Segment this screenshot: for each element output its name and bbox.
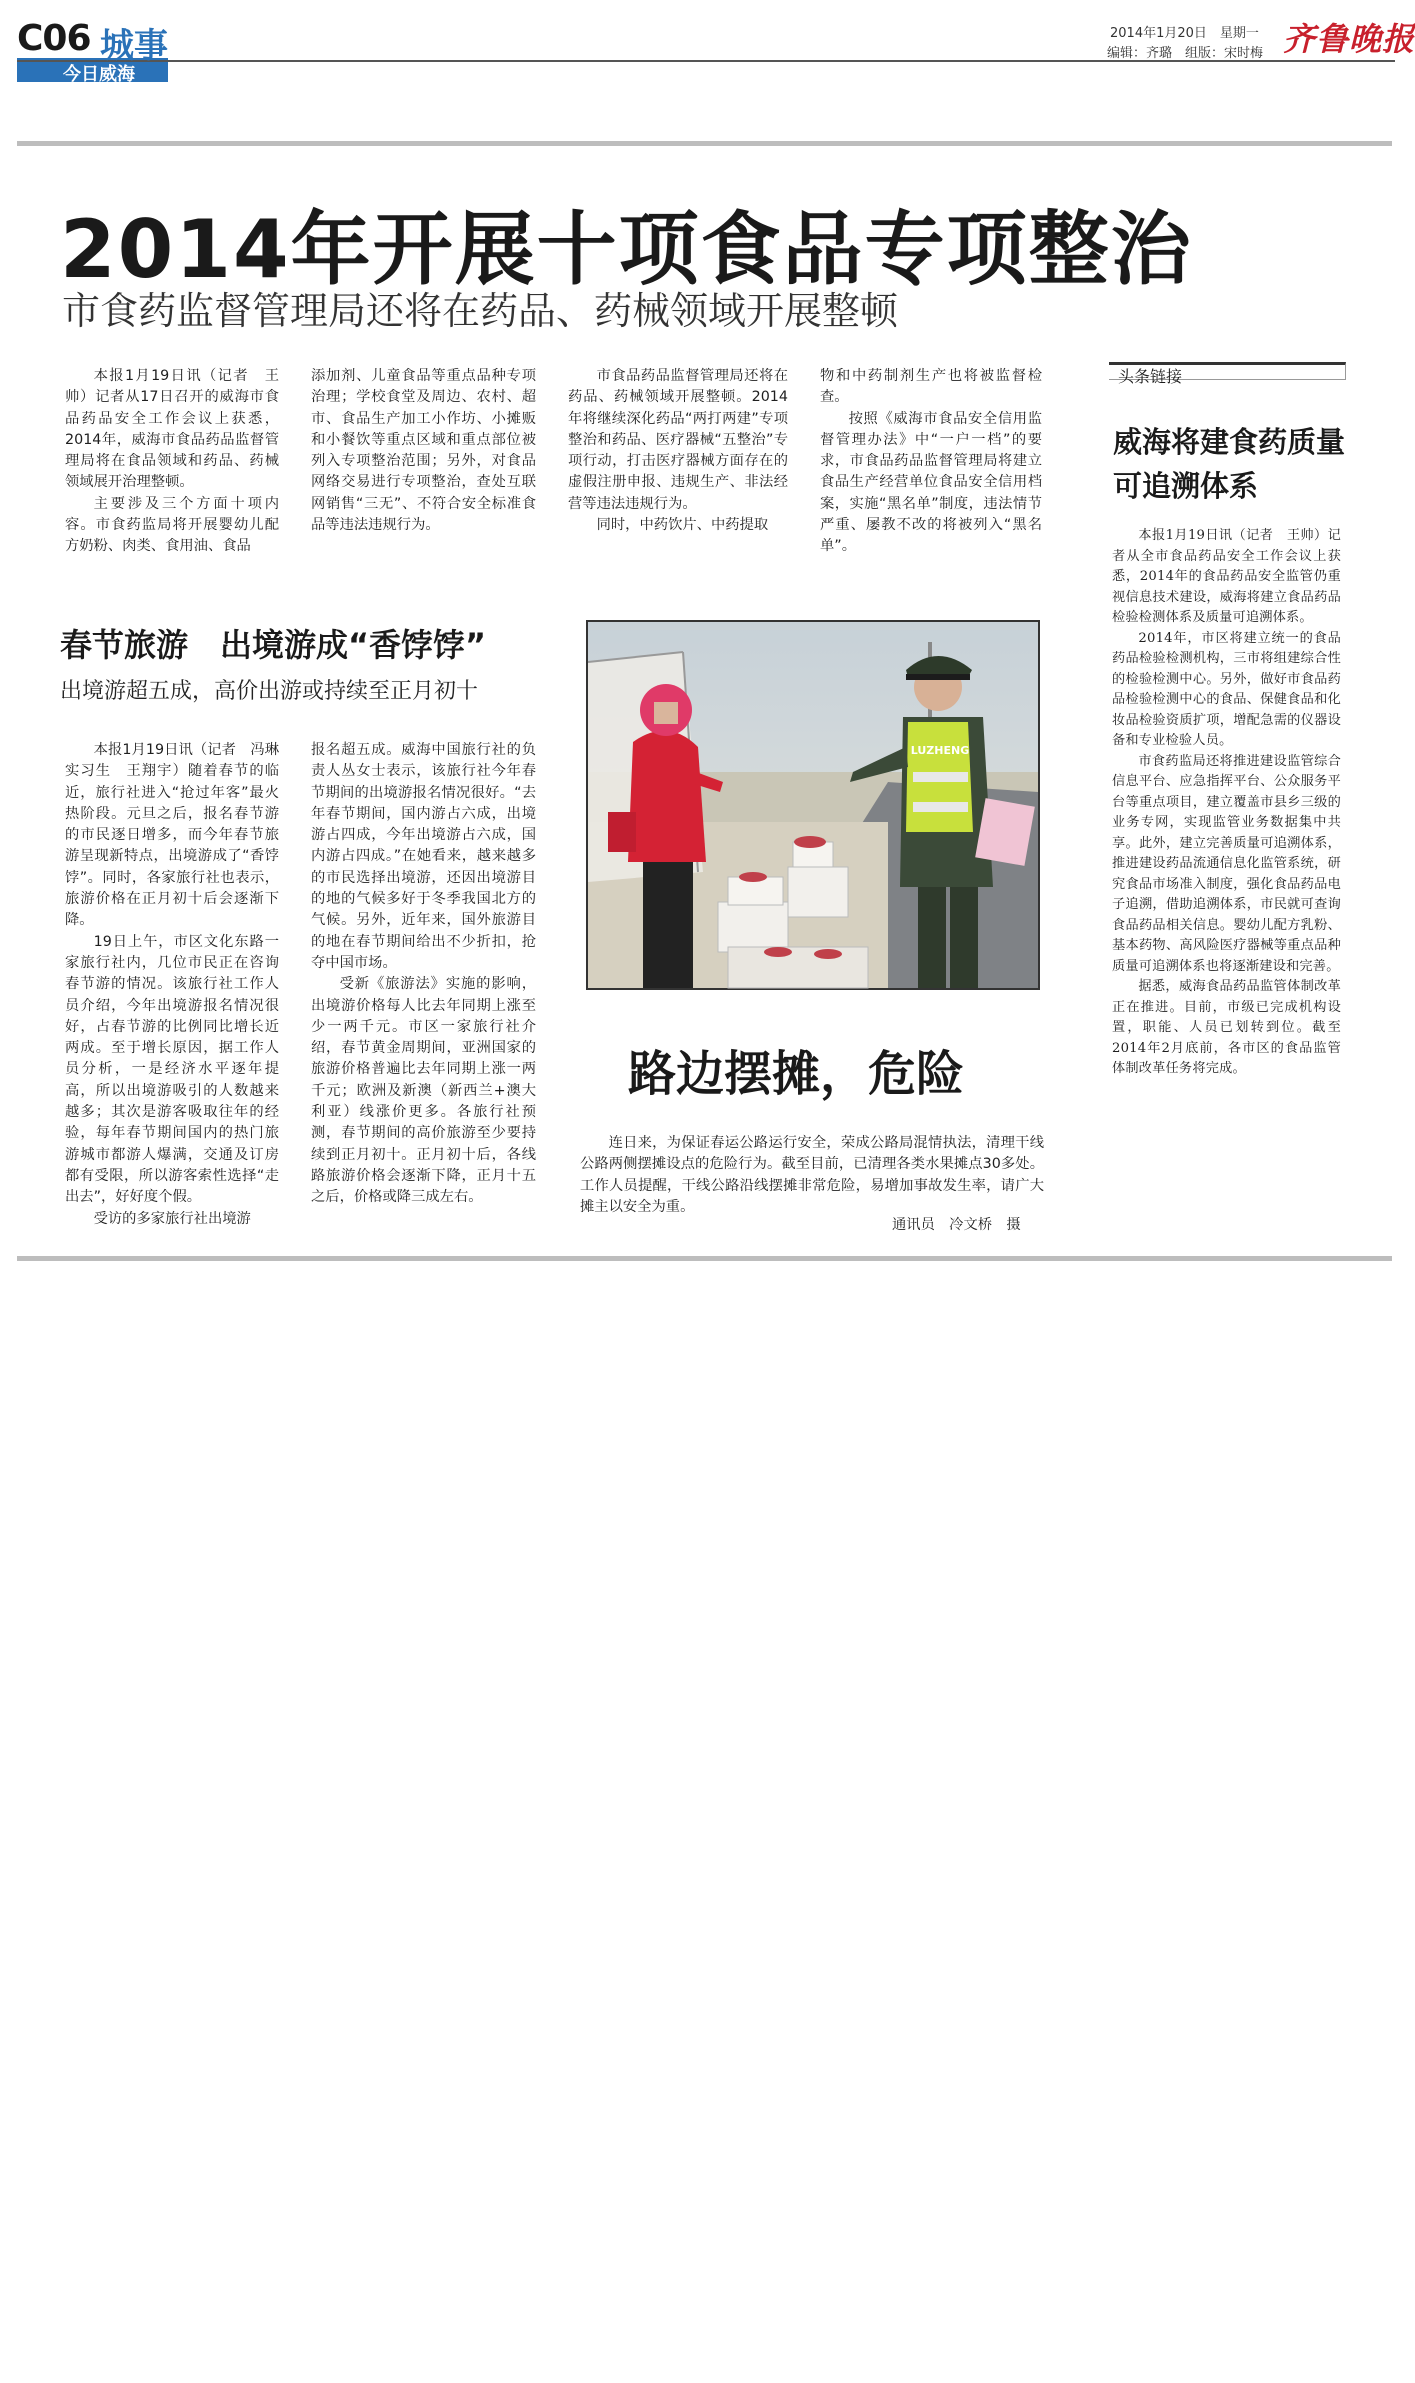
paragraph: 受新《旅游法》实施的影响，出境游价格每人比去年同期上涨至少一两千元。市区一家旅行社介绍，春节黄金周期间，亚洲国家的旅游价格普遍比去年同期上涨一两千元；欧洲及新澳（新西兰+澳大利亚）线涨价更多。各旅行社预测，春节期间的高价旅游至少要持续到正月初十。正月初十后，各线路旅游价格会逐渐下降，正月十五之后，价格或降三成左右。 <box>311 976 536 1206</box>
lead-column-4 <box>820 366 1042 561</box>
paragraph: 本报1月19日讯（记者 王帅）记者从17日召开的威海市食品药品安全工作会议上获悉，2014年，威海市食品药品监督管理局将在食品领域和药品、药械领域展开治理整顿。 <box>65 368 279 491</box>
news-photo <box>586 620 1040 990</box>
paragraph: 受访的多家旅行社出境游 <box>93 1210 251 1227</box>
page-code: C06 <box>17 18 91 59</box>
photo-headline: 路边摆摊，危险 <box>628 1046 965 1102</box>
paragraph: 同时，中药饮片、中药提取 <box>596 517 769 534</box>
paragraph: 市食药监局还将推进建设监管综合信息平台、应急指挥平台、公众服务平台等重点项目，建立覆盖市县乡三级的业务专网，实现监管业务数据集中共享。此外，建立完善质量可追溯体系，推进建设药品流通信息化监管系统，研究食品市场准入制度，强化食品药品电子追溯，借助追溯体系，市民就可查询食品药品相关信息。婴幼儿配方乳粉、基本药物、高风险医疗器械等重点品种质量可追溯体系也将逐渐建设和完善。 <box>1112 753 1341 974</box>
top-divider <box>17 141 1392 146</box>
roadside-stall-scene <box>588 622 1038 988</box>
travel-column-1 <box>65 740 294 1240</box>
lead-column-1 <box>65 366 279 561</box>
paragraph: 按照《威海市食品安全信用监督管理办法》中“一户一档”的要求，市食品药品监督管理局将建立食品生产经营单位食品安全信用档案，实施“黑名单”制度，违法情节严重、屡教不改的将被列入“黑名单”。 <box>820 410 1042 555</box>
travel-headline: 春节旅游 出境游成“香饽饽” <box>60 626 487 664</box>
paragraph: 市食品药品监督管理局还将在药品、药械领域开展整顿。2014年将继续深化药品“两打两建”专项整治和药品、医疗器械“五整治”专项行动，打击医疗器械方面存在的虚假注册申报、违规生产、非法经营等违法违规行为。 <box>568 368 788 512</box>
travel-subheadline: 出境游超五成，高价出游或持续至正月初十 <box>60 679 479 704</box>
photo-credit: 通讯员 冷文桥 摄 <box>892 1217 1021 1233</box>
paragraph: 主要涉及三个方面十项内容。市食药监局将开展婴幼儿配方奶粉、肉类、食用油、食品 <box>65 495 279 555</box>
issue-date: 2014年1月20日 星期一 <box>1110 26 1259 41</box>
paragraph: 报名超五成。威海中国旅行社的负责人丛女士表示，该旅行社今年春节期间的出境游报名情况很好。“去年春节期间，国内游占六成，出境游占四成，今年出境游占六成，国内游占四成。”在她看来，越来越多的市民选择出境游，还因出境游目的地的气候多好于冬季我国北方的气候。另外，近年来，国外旅游目的地在春节期间给出不少折扣，抢夺中国市场。 <box>311 742 536 971</box>
lead-headline: 2014年开展十项食品专项整治 <box>60 203 1193 296</box>
subsection-name: 今日威海 <box>63 64 135 85</box>
newspaper-logo: 齐鲁晚报 <box>1283 20 1415 58</box>
caption-text: 连日来，为保证春运公路运行安全，荣成公路局混情执法，清理干线公路两侧摆摊设点的危险行为。截至目前，已清理各类水果摊点30多处。工作人员提醒，干线公路沿线摆摊非常危险，易增加事故发生率，请广大摊主以安全为重。 <box>580 1135 1044 1215</box>
lead-column-3 <box>568 366 788 561</box>
travel-column-2 <box>311 740 536 1240</box>
bottom-divider <box>17 1256 1392 1261</box>
vest-text: LUZHENG <box>910 744 970 757</box>
sidebar-tag: 头条链接 <box>1118 367 1183 386</box>
paragraph: 本报1月19日讯（记者 冯琳 实习生 王翔宇）随着春节的临近，旅行社进入“抢过年客”最火热阶段。元旦之后，报名春节游的市民逐日增多，而今年春节旅游呈现新特点，出境游成了“香饽饽”。同时，各家旅行社也表示，旅游价格在正月初十后会逐渐下降。 <box>65 742 294 929</box>
masthead <box>0 0 1415 90</box>
section-name: 城事 <box>100 26 168 66</box>
paragraph: 本报1月19日讯（记者 王帅）记者从全市食品药品安全工作会议上获悉，2014年的食品药品安全监管仍重视信息技术建设，威海将建立食品药品检验检测体系及质量可追溯体系。 <box>1112 528 1341 625</box>
editor-credits: 编辑：齐璐 组版：宋时梅 <box>1107 46 1264 61</box>
paragraph: 添加剂、儿童食品等重点品种专项治理；学校食堂及周边、农村、超市、食品生产加工小作坊、小摊贩和小餐饮等重点区域和重点部位被列入专项整治范围；另外，对食品网络交易进行专项整治，查处互联网销售“三无”、不符合安全标准食品等违法违规行为。 <box>311 368 536 534</box>
paragraph: 物和中药制剂生产也将被监督检查。 <box>820 368 1042 406</box>
paragraph: 19日上午，市区文化东路一家旅行社内，几位市民正在咨询春节游的情况。该旅行社工作人员介绍，今年出境游报名情况很好，占春节游的比例同比增长近两成。至于增长原因，据工作人员分析，一是经济水平逐年提高，所以出境游吸引的人数越来越多；其次是游客吸取往年的经验，每年春节期间国内的热门旅游城市都游人爆满，交通及订房都有受限，所以游客索性选择“走出去”，好好度个假。 <box>65 933 279 1206</box>
paragraph: 2014年，市区将建立统一的食品药品检验检测机构，三市将组建综合性的检验检测中心。另外，做好市食品药品检验检测中心的食品、保健食品和化妆品检验资质扩项，增配急需的仪器设备和专业检验人员。 <box>1112 630 1341 748</box>
photo-caption <box>580 1133 1044 1218</box>
lead-subheadline: 市食药监督管理局还将在药品、药械领域开展整顿 <box>62 289 899 333</box>
sidebar-headline: 威海将建食药质量可追溯体系 <box>1113 425 1346 503</box>
lead-column-2 <box>311 366 536 561</box>
sidebar-body <box>1112 526 1341 1226</box>
paragraph: 据悉，威海食品药品监管体制改革正在推进。目前，市级已完成机构设置，职能、人员已划转到位。截至2014年2月底前，各市区的食品监管体制改革任务将完成。 <box>1112 979 1341 1076</box>
